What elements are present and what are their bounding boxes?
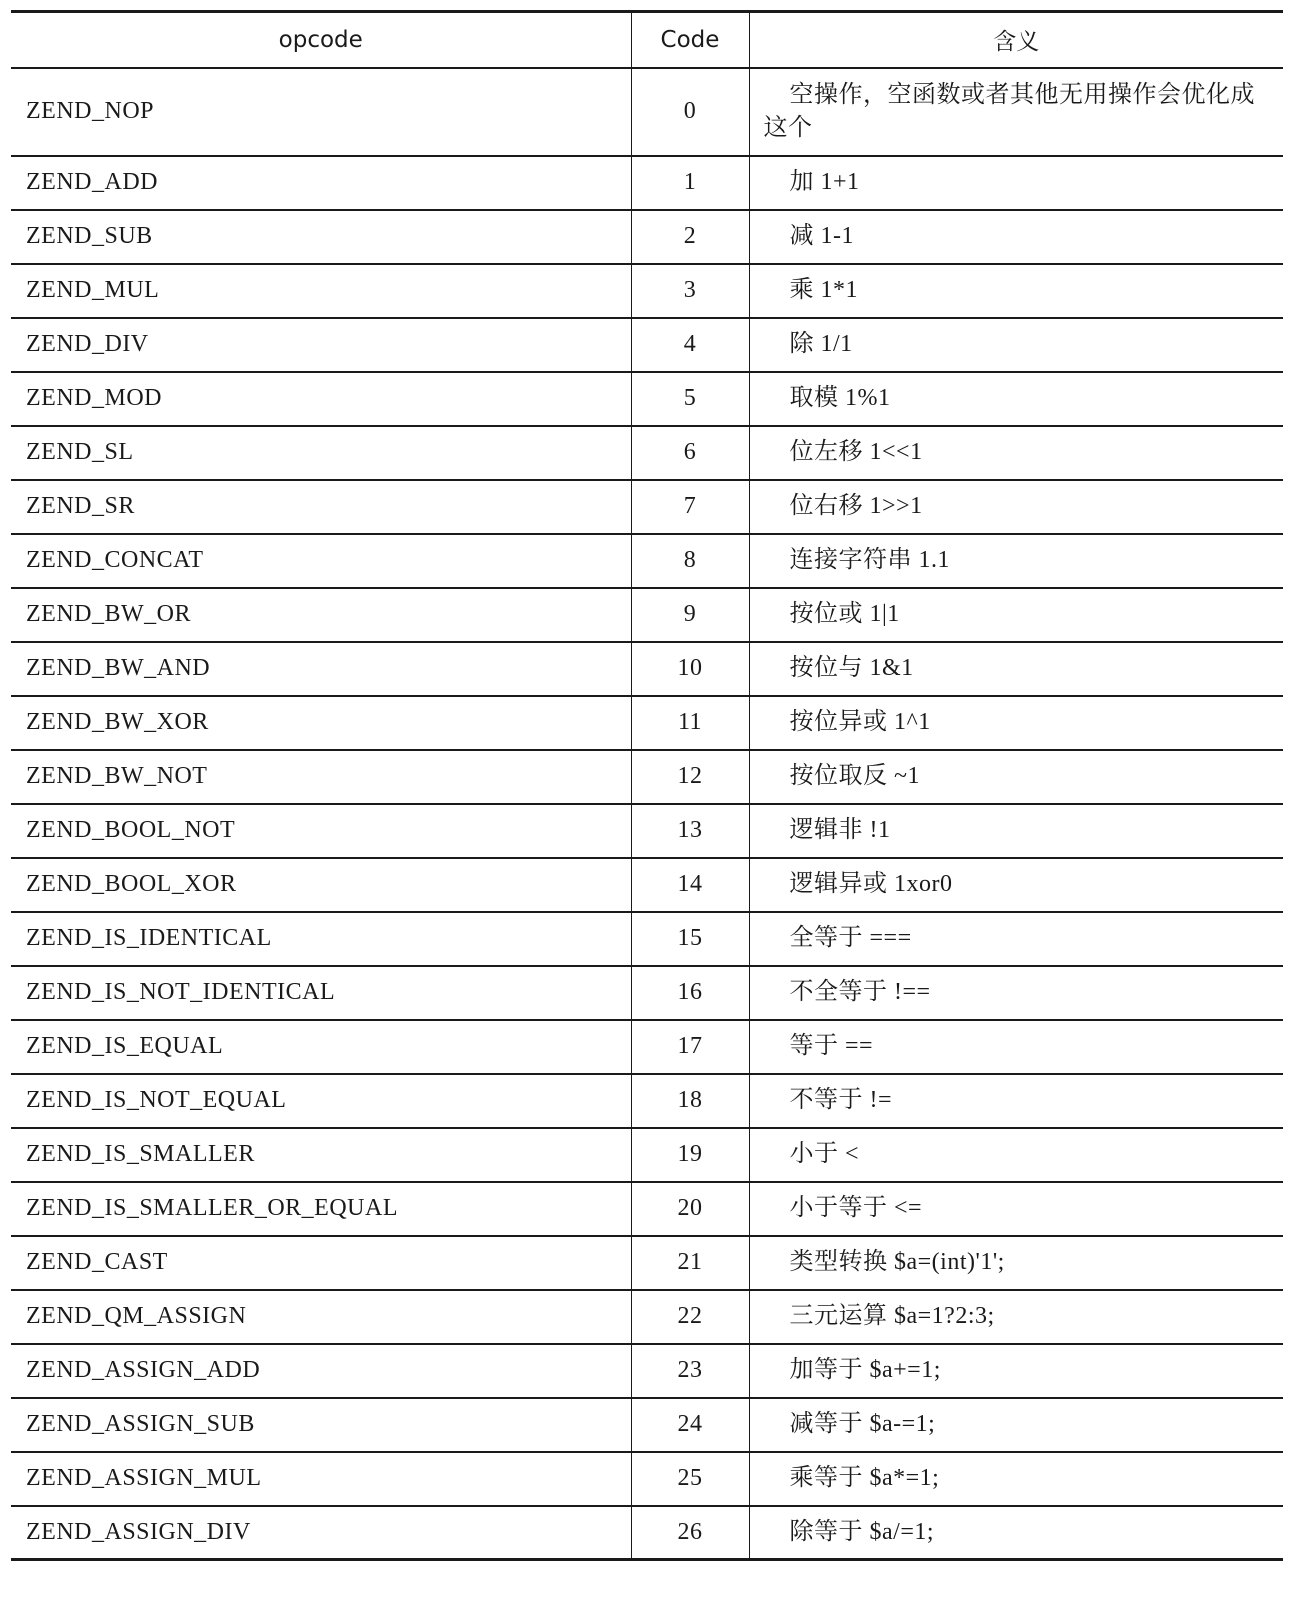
code-cell: 6 [631,426,749,480]
code-cell: 24 [631,1398,749,1452]
meaning-cell: 按位取反 ~1 [749,750,1283,804]
meaning-cell: 除 1/1 [749,318,1283,372]
opcode-cell: ZEND_ASSIGN_DIV [11,1506,631,1560]
opcode-cell: ZEND_BW_XOR [11,696,631,750]
meaning-cell: 乘等于 $a*=1; [749,1452,1283,1506]
code-cell: 0 [631,68,749,156]
code-cell: 26 [631,1506,749,1560]
opcode-cell: ZEND_BW_NOT [11,750,631,804]
opcode-cell: ZEND_QM_ASSIGN [11,1290,631,1344]
code-cell: 21 [631,1236,749,1290]
table-header [11,12,1283,68]
meaning-cell: 加等于 $a+=1; [749,1344,1283,1398]
meaning-cell: 不等于 != [749,1074,1283,1128]
opcode-cell: ZEND_CAST [11,1236,631,1290]
table-row [11,68,1283,156]
opcode-cell: ZEND_IS_SMALLER [11,1128,631,1182]
code-cell: 25 [631,1452,749,1506]
table-row [11,912,1283,966]
opcode-cell: ZEND_DIV [11,318,631,372]
table-row [11,1182,1283,1236]
header-row [11,12,1283,68]
meaning-cell: 连接字符串 1.1 [749,534,1283,588]
code-cell: 7 [631,480,749,534]
table-row [11,1074,1283,1128]
opcode-cell: ZEND_BOOL_XOR [11,858,631,912]
opcode-cell: ZEND_NOP [11,68,631,156]
table-row [11,1506,1283,1560]
table-row [11,534,1283,588]
meaning-cell: 按位与 1&1 [749,642,1283,696]
opcode-cell: ZEND_MUL [11,264,631,318]
header-opcode: opcode [11,12,631,68]
meaning-cell: 类型转换 $a=(int)'1'; [749,1236,1283,1290]
meaning-cell: 不全等于 !== [749,966,1283,1020]
opcode-cell: ZEND_ADD [11,156,631,210]
meaning-cell: 减 1-1 [749,210,1283,264]
header-meaning: 含义 [749,12,1283,68]
opcode-cell: ZEND_MOD [11,372,631,426]
table-row [11,372,1283,426]
table-body [11,68,1283,1560]
meaning-cell: 位右移 1>>1 [749,480,1283,534]
code-cell: 12 [631,750,749,804]
table-row [11,1128,1283,1182]
table-row [11,966,1283,1020]
meaning-cell: 三元运算 $a=1?2:3; [749,1290,1283,1344]
opcode-cell: ZEND_IS_EQUAL [11,1020,631,1074]
table-row [11,804,1283,858]
code-cell: 20 [631,1182,749,1236]
meaning-cell: 小于等于 <= [749,1182,1283,1236]
meaning-cell: 乘 1*1 [749,264,1283,318]
code-cell: 16 [631,966,749,1020]
table-row [11,1344,1283,1398]
code-cell: 19 [631,1128,749,1182]
code-cell: 18 [631,1074,749,1128]
opcode-cell: ZEND_CONCAT [11,534,631,588]
opcode-cell: ZEND_SL [11,426,631,480]
meaning-cell: 除等于 $a/=1; [749,1506,1283,1560]
meaning-cell: 逻辑异或 1xor0 [749,858,1283,912]
opcode-cell: ZEND_ASSIGN_MUL [11,1452,631,1506]
opcode-cell: ZEND_IS_NOT_EQUAL [11,1074,631,1128]
table-row [11,264,1283,318]
meaning-cell: 逻辑非 !1 [749,804,1283,858]
table-row [11,318,1283,372]
table-row [11,156,1283,210]
table-row [11,750,1283,804]
opcode-table [11,10,1283,1561]
opcode-cell: ZEND_IS_IDENTICAL [11,912,631,966]
opcode-cell: ZEND_BW_OR [11,588,631,642]
code-cell: 5 [631,372,749,426]
table-row [11,1452,1283,1506]
code-cell: 10 [631,642,749,696]
opcode-cell: ZEND_ASSIGN_ADD [11,1344,631,1398]
meaning-cell: 按位异或 1^1 [749,696,1283,750]
opcode-cell: ZEND_SR [11,480,631,534]
code-cell: 9 [631,588,749,642]
opcode-cell: ZEND_BOOL_NOT [11,804,631,858]
opcode-table-container [11,10,1283,1561]
table-row [11,1290,1283,1344]
meaning-cell: 等于 == [749,1020,1283,1074]
table-row [11,642,1283,696]
code-cell: 4 [631,318,749,372]
code-cell: 2 [631,210,749,264]
opcode-cell: ZEND_BW_AND [11,642,631,696]
table-row [11,1236,1283,1290]
opcode-cell: ZEND_ASSIGN_SUB [11,1398,631,1452]
code-cell: 8 [631,534,749,588]
table-row [11,480,1283,534]
header-code: Code [631,12,749,68]
table-row [11,858,1283,912]
meaning-cell: 取模 1%1 [749,372,1283,426]
table-row [11,588,1283,642]
table-row [11,1020,1283,1074]
meaning-cell: 位左移 1<<1 [749,426,1283,480]
meaning-cell: 全等于 === [749,912,1283,966]
code-cell: 3 [631,264,749,318]
meaning-cell: 空操作，空函数或者其他无用操作会优化成这个 [749,68,1283,156]
code-cell: 14 [631,858,749,912]
table-row [11,696,1283,750]
code-cell: 23 [631,1344,749,1398]
code-cell: 15 [631,912,749,966]
code-cell: 22 [631,1290,749,1344]
opcode-cell: ZEND_SUB [11,210,631,264]
meaning-cell: 减等于 $a-=1; [749,1398,1283,1452]
code-cell: 13 [631,804,749,858]
table-row [11,1398,1283,1452]
table-row [11,426,1283,480]
meaning-cell: 按位或 1|1 [749,588,1283,642]
code-cell: 11 [631,696,749,750]
meaning-cell: 小于 < [749,1128,1283,1182]
code-cell: 17 [631,1020,749,1074]
table-row [11,210,1283,264]
meaning-cell: 加 1+1 [749,156,1283,210]
opcode-cell: ZEND_IS_NOT_IDENTICAL [11,966,631,1020]
opcode-cell: ZEND_IS_SMALLER_OR_EQUAL [11,1182,631,1236]
code-cell: 1 [631,156,749,210]
